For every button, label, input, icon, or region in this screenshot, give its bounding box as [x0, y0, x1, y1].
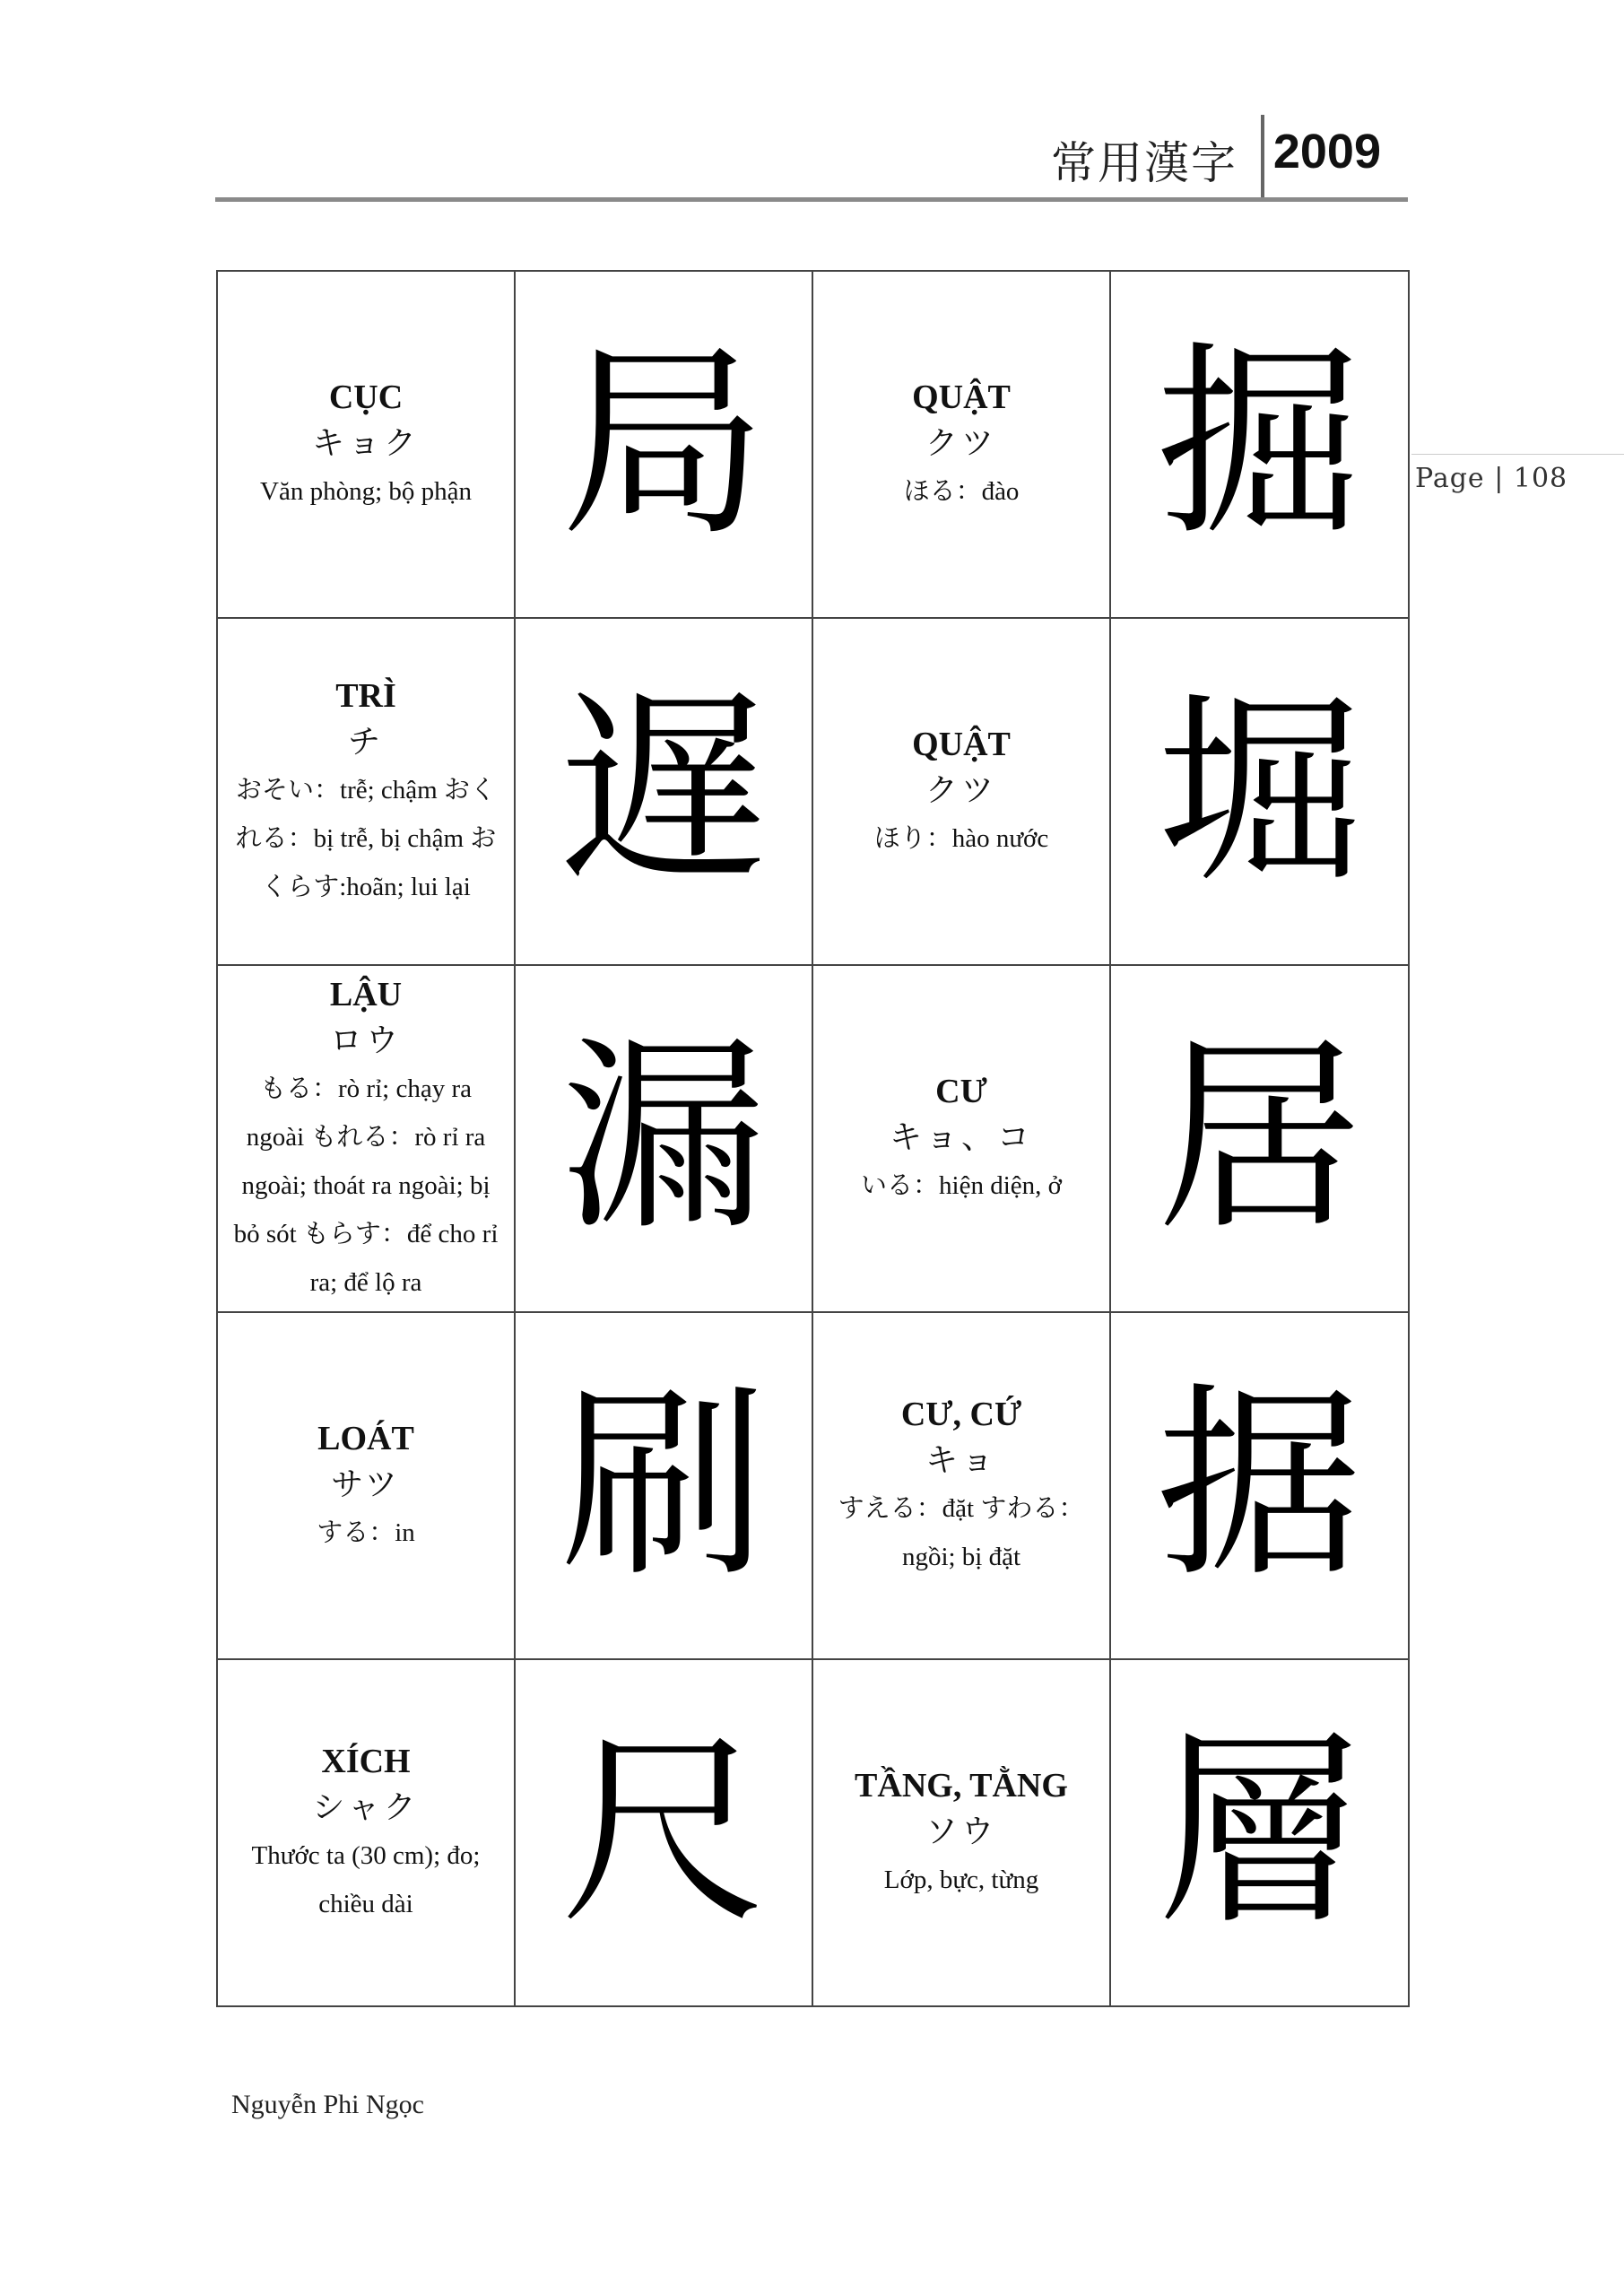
meaning-text: いる：hiện diện, ở — [861, 1170, 1062, 1200]
grid-row — [217, 618, 1409, 965]
grid-row — [217, 965, 1409, 1312]
kanji-character: 局 — [560, 324, 767, 564]
on-reading: クツ — [925, 424, 997, 462]
kanji-cell — [1110, 1312, 1409, 1659]
meaning-text: すえる：đặt すわる：ngồi; bị đặt — [838, 1493, 1085, 1571]
kanji-character: 漏 — [560, 1018, 767, 1258]
info-cell — [812, 965, 1110, 1312]
info-cell — [812, 271, 1110, 618]
kanji-cell — [515, 618, 812, 965]
info-cell — [812, 1312, 1110, 1659]
sino-vietnamese-reading: QUẬT — [912, 378, 1011, 416]
page-number: Page | 108 — [1415, 463, 1568, 494]
on-reading: クツ — [925, 771, 997, 809]
kanji-character: 居 — [1156, 1018, 1363, 1258]
header-year: 2009 — [1272, 125, 1381, 178]
kanji-character: 堀 — [1156, 671, 1363, 911]
header-rule — [215, 197, 1408, 202]
kanji-character: 掘 — [1156, 324, 1363, 564]
kanji-character: 遅 — [560, 671, 767, 911]
on-reading: ソウ — [925, 1813, 997, 1850]
on-reading: サツ — [331, 1465, 401, 1503]
sino-vietnamese-reading: CƯ — [935, 1072, 987, 1110]
sino-vietnamese-reading: XÍCH — [321, 1742, 411, 1780]
kanji-cell — [1110, 1659, 1409, 2006]
info-cell — [812, 1659, 1110, 2006]
page-header — [215, 115, 1408, 204]
meaning-text: ほり：hào nước — [873, 823, 1049, 853]
page-number-rule — [1411, 454, 1624, 455]
info-cell — [217, 618, 515, 965]
kanji-cell — [515, 965, 812, 1312]
kanji-character: 尺 — [560, 1712, 767, 1952]
kanji-character: 層 — [1156, 1712, 1363, 1952]
kanji-cell — [1110, 271, 1409, 618]
info-cell — [217, 271, 515, 618]
sino-vietnamese-reading: LOÁT — [317, 1419, 414, 1457]
grid-row — [217, 271, 1409, 618]
on-reading: シャク — [312, 1788, 420, 1826]
meaning-text: おそい：trễ; chậm おくれる：bị trễ, bị chậm おくらす:hoãn; lui lại — [235, 775, 497, 901]
info-cell — [217, 1659, 515, 2006]
on-reading: キョク — [311, 424, 420, 462]
meaning-text: Lớp, bực, từng — [883, 1865, 1039, 1894]
sino-vietnamese-reading: QUẬT — [912, 725, 1011, 763]
author-footer: Nguyễn Phi Ngọc — [231, 2090, 424, 2119]
info-cell — [217, 1312, 515, 1659]
kanji-cell — [515, 1659, 812, 2006]
grid-row — [217, 1659, 1409, 2006]
info-cell — [217, 965, 515, 1312]
header-title: 常用漢字 — [1051, 137, 1238, 189]
meaning-text: もる：rò rỉ; chạy ra ngoài もれる：rò rỉ ra ngoài; thoát ra ngoài; bị bỏ sót もらす：để cho rỉ ra; để lộ ra — [233, 1074, 499, 1297]
meaning-text: Văn phòng; bộ phận — [260, 476, 472, 506]
on-reading: キョ — [925, 1441, 997, 1479]
sino-vietnamese-reading: TẦNG, TẰNG — [855, 1766, 1068, 1805]
on-reading: チ — [347, 723, 384, 761]
header-divider — [1261, 115, 1264, 199]
kanji-grid — [216, 270, 1410, 2007]
grid-row — [217, 1312, 1409, 1659]
on-reading: キョ、コ — [889, 1118, 1033, 1156]
sino-vietnamese-reading: CƯ, CỨ — [900, 1395, 1022, 1433]
kanji-cell — [515, 271, 812, 618]
info-cell — [812, 618, 1110, 965]
kanji-cell — [515, 1312, 812, 1659]
kanji-cell — [1110, 965, 1409, 1312]
sino-vietnamese-reading: TRÌ — [335, 676, 396, 715]
sino-vietnamese-reading: CỤC — [328, 378, 404, 416]
on-reading: ロウ — [329, 1022, 402, 1059]
meaning-text: Thước ta (30 cm); đo; chiều dài — [251, 1840, 481, 1918]
meaning-text: ほる：đào — [903, 476, 1020, 506]
kanji-cell — [1110, 618, 1409, 965]
kanji-character: 据 — [1156, 1365, 1363, 1605]
sino-vietnamese-reading: LẬU — [329, 975, 403, 1013]
meaning-text: する：in — [317, 1518, 415, 1547]
kanji-character: 刷 — [560, 1365, 767, 1605]
